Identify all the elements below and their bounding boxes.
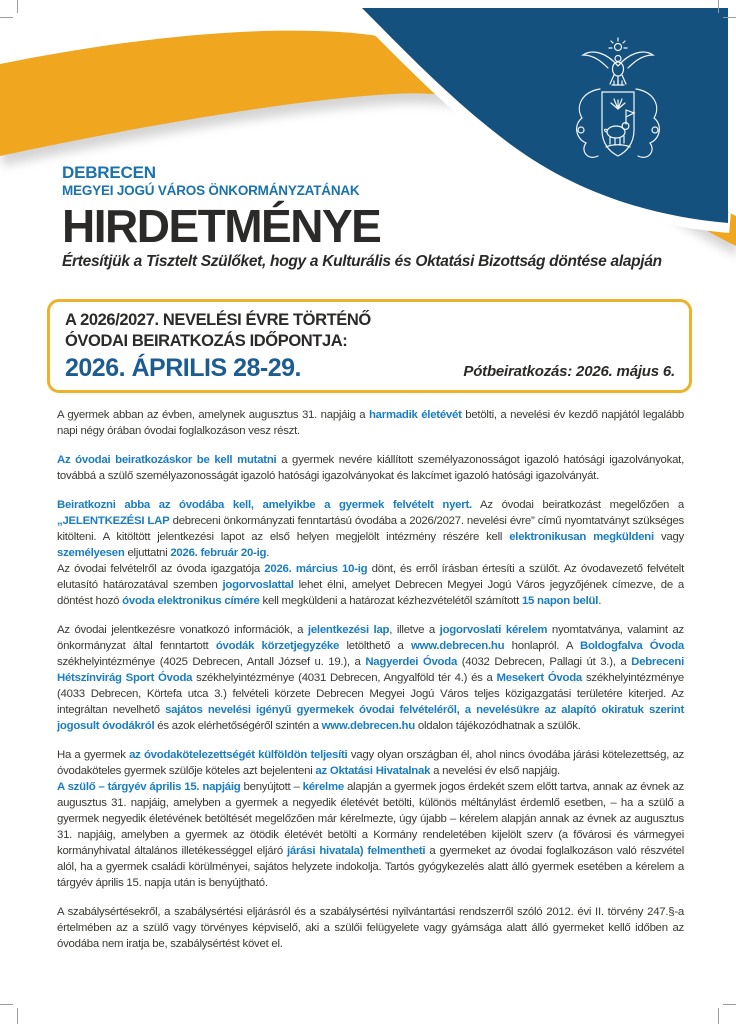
text-segment: . (598, 595, 602, 607)
text-segment: A szabálysértésekről, a szabálysértési eljárásról és a szabálysértési nyilvántartási rendszerről szóló 2012. évi II. törvény 247.§-a értelmében az a szülő vagy törvényes képviselő, aki a szülői felügyelete vagy gyámsága alatt álló gyermeket kellő időben az óvodába nem iratja be, szabálysértést követ el. (57, 906, 684, 950)
highlighted-text-segment: az Oktatási Hivatalnak (315, 765, 431, 777)
body-paragraph (57, 407, 684, 439)
highlighted-text-segment: jogorvoslati kérelem (439, 624, 548, 636)
text-segment: vagy (653, 531, 684, 543)
highlighted-text-segment: Mesekert Óvoda (496, 672, 583, 684)
highlighted-text-segment: elektronikusan megküldeni (509, 531, 654, 543)
highlighted-text-segment: Nagyerdei Óvoda (365, 656, 458, 668)
highlighted-text-segment: Az óvodai beiratkozáskor be kell mutatni (57, 454, 277, 466)
highlighted-text-segment: az óvodakötelezettségét külföldön teljesíti (129, 749, 348, 761)
text-segment: . (266, 547, 270, 559)
text-segment: benyújtott – (240, 781, 303, 793)
header-text-block (62, 163, 662, 271)
highlighted-text-segment: „JELENTKEZÉSI LAP (57, 515, 170, 527)
text-segment: Az óvodai felvételről az óvoda igazgatója (57, 563, 265, 575)
highlighted-text-segment: Boldogfalva Óvoda (580, 640, 684, 652)
text-segment: A gyermek abban az évben, amelynek augusztus 31. napjáig a (57, 409, 369, 421)
body-paragraph (57, 622, 684, 734)
text-segment: (4032 Debrecen, Pallagi út 3.), a (457, 656, 632, 668)
highlighted-text-segment: www.debrecen.hu (410, 640, 505, 652)
highlighted-text-segment: Beiratkozni abba az óvodába kell, amelyikbe a gyermek felvételt nyert. (57, 499, 472, 511)
crop-mark (0, 1004, 13, 1005)
text-segment: Az óvodai beiratkozást megelőzően a (471, 499, 684, 511)
text-segment: Az óvodai jelentkezésre vonatkozó információk, a (57, 624, 308, 636)
crop-mark (723, 17, 736, 18)
page-subtitle: Értesítjük a Tisztelt Szülőket, hogy a Kulturális és Oktatási Bizottság döntése alapján (62, 253, 662, 270)
highlighted-text-segment: óvoda elektronikus címére (122, 595, 260, 607)
highlighted-text-segment: járási hivatala) felmentheti (287, 845, 426, 857)
highlighted-text-segment: 2026. február 20-ig (170, 547, 267, 559)
text-segment: kell megküldeni a határozat kézhezvételétől számított (259, 595, 522, 607)
makeup-enrollment-date: Pótbeiratkozás: 2026. május 6. (463, 363, 675, 380)
highlighted-text-segment: www.debrecen.hu (321, 720, 415, 732)
body-paragraph (57, 747, 684, 891)
text-segment: Ha a gyermek (57, 749, 130, 761)
text-segment: a gyermek nevére kiállított személyazonosságot igazoló hatósági igazolványokat, továbbá a szülő személyazonosságát igazoló hatósági igazolványokat és lakcímet igazoló hatósági igazolványát. (57, 454, 684, 482)
text-segment: vagy olyan országban él, ahol nincs óvodába járási kötelezettség, az óvodaköteles gyermek szülője köteles azt bejelenteni (57, 749, 685, 777)
text-segment: dönt, és erről írásban értesíti a szülőt. Az óvodavezető felvételt elutasító határozatával szemben (57, 563, 685, 591)
text-segment: nyomtatványa, valamint az önkormányzat által fenntartott (57, 624, 684, 652)
text-segment: , illetve a (389, 624, 440, 636)
text-segment: oldalon tájékozódhatnak a szülők. (414, 720, 581, 732)
text-segment: lehet élni, amelyet Debrecen Megyei Jogú Város jegyzőjének címezve, de a döntést hozó (57, 579, 685, 607)
text-segment: és azok elérhetőségéről szintén a (154, 720, 322, 732)
text-segment: debreceni önkormányzati fenntartású óvodába a 2026/2027. nevelési évre” című nyomtatványt szükséges kitölteni. A kitöltött jelentkezési lapot az első helyen megjelölt intézmény részére kell (57, 515, 684, 543)
text-segment: székhelyintézménye (4031 Debrecen, Angyalföld tér 4.) és a (192, 672, 497, 684)
text-segment: alapján a gyermek jogos érdekét szem előtt tartva, annak az évnek az augusztus 31. napjáig, amelyben a gyermek a negyedik életévét betölti, különös méltánylást érdemlő esetben, – ha a szülő a gyermek negyedik életévének betöltését megelőzően már kérelmezte, úgy újabb – kérelem alapján annak az évnek az augusztus 31. napjáig, amelyben a gyermek az ötödik életévét betölti a Kormány rendeletében kijelölt szerv (a fővárosi és vármegyei kormányhivatal általános illetékességgel eljáró (57, 781, 684, 857)
highlighted-text-segment: harmadik életévét (368, 409, 462, 421)
highlighted-text-segment: sajátos nevelési igényű gyermekek óvodai felvételéről, a nevelésükre az alapító okiratuk szerint jogosult óvodákról (57, 704, 684, 732)
text-segment: eljuttatni (124, 547, 171, 559)
highlighted-text-segment: A szülő – tárgyév április 15. napjáig (57, 781, 241, 793)
highlighted-text-segment: 2026. március 10-ig (264, 563, 368, 575)
highlighted-text-segment: jelentkezési lap (307, 624, 390, 636)
crop-mark (0, 17, 13, 18)
enrollment-box-line2: ÓVODAI BEIRATKOZÁS IDŐPONTJA: (65, 332, 348, 350)
enrollment-date: 2026. ÁPRILIS 28-29. (65, 354, 301, 382)
enrollment-box-dates-row (65, 354, 675, 383)
body-paragraph (57, 497, 684, 609)
text-segment: betölti, a nevelési év kezdő napjától legalább napi négy órában óvodai foglalkozáson vesz részt. (57, 409, 684, 437)
crop-mark (718, 0, 719, 13)
highlighted-text-segment: 15 napon belül (521, 595, 599, 607)
text-segment: a nevelési év első napjáig. (430, 765, 560, 777)
highlighted-text-segment: kérelme (302, 781, 344, 793)
enrollment-box-line1: A 2026/2027. NEVELÉSI ÉVRE TÖRTÉNŐ (65, 311, 371, 329)
body-paragraph (57, 452, 684, 484)
text-segment: a gyermeket az óvodai foglalkozáson való részvétel alól, ha a gyermek családi körülményei, sajátos helyzete indokolja. Tartós gyógykezelés alatt álló gyermek esetében a kérelem a tárgyév április 15. napja után is benyújtható. (57, 845, 684, 889)
org-name-line1: DEBRECEN (62, 163, 156, 182)
text-segment: székhelyintézménye (4025 Debrecen, Antall József u. 19.), a (57, 656, 366, 668)
body-paragraph (57, 904, 684, 952)
body-text (57, 407, 684, 965)
page-title: HIRDETMÉNYE (62, 200, 381, 252)
org-name-line2: MEGYEI JOGÚ VÁROS ÖNKORMÁNYZATÁNAK (62, 183, 360, 198)
crop-mark (17, 0, 18, 13)
text-segment: letölthető a (339, 640, 411, 652)
highlighted-text-segment: Debreceni Hétszínvirág Sport Óvoda (57, 656, 684, 684)
text-segment: honlapról. A (504, 640, 580, 652)
crop-mark (718, 1008, 719, 1024)
highlighted-text-segment: személyesen (57, 547, 125, 559)
crop-mark (17, 1008, 18, 1024)
highlighted-text-segment: óvodák körzetjegyzéke (215, 640, 340, 652)
highlighted-text-segment: jogorvoslattal (222, 579, 294, 591)
enrollment-date-box (47, 299, 692, 393)
text-segment: székhelyintézménye (4033 Debrecen, Körtefa utca 3.) felvételi körzete Debrecen Megyei Jogú Város teljes közigazgatási területére kiterjed. Az integráltan nevelhető (57, 672, 685, 716)
crop-mark (723, 1004, 736, 1005)
